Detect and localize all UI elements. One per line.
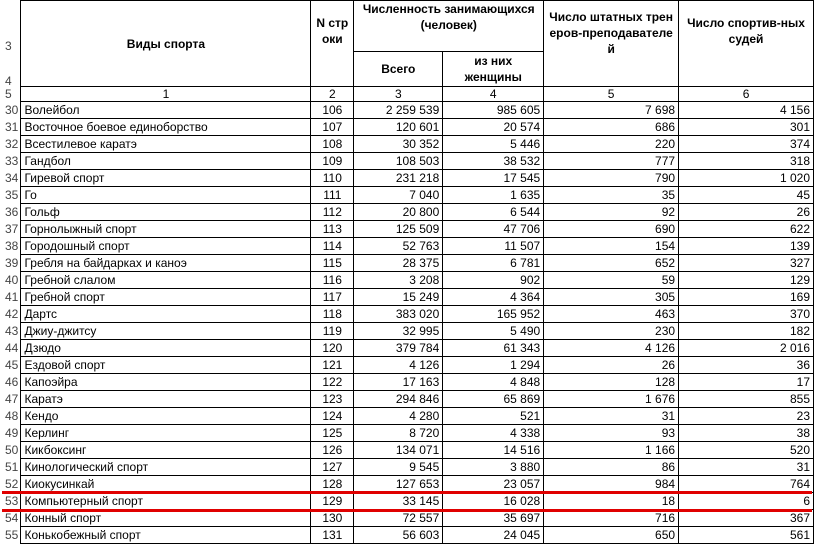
judges-count: 31 — [679, 459, 814, 476]
row-number: 32 — [0, 136, 21, 153]
sport-name: Компьютерный спорт — [21, 493, 311, 510]
trainers-count: 230 — [544, 323, 679, 340]
trainers-count: 690 — [544, 221, 679, 238]
table-row — [0, 221, 814, 238]
trainers-count: 777 — [544, 153, 679, 170]
table-row — [0, 442, 814, 459]
trainers-count: 463 — [544, 306, 679, 323]
judges-count: 622 — [679, 221, 814, 238]
women-participants: 65 869 — [443, 391, 544, 408]
row-code: 117 — [311, 289, 354, 306]
women-participants: 5 446 — [443, 136, 544, 153]
total-participants: 30 352 — [354, 136, 443, 153]
trainers-count: 7 698 — [544, 102, 679, 119]
header-judges: Число спортив-ных судей — [679, 1, 814, 87]
total-participants: 2 259 539 — [354, 102, 443, 119]
women-participants: 35 697 — [443, 510, 544, 527]
row-code: 118 — [311, 306, 354, 323]
trainers-count: 1 676 — [544, 391, 679, 408]
trainers-count: 154 — [544, 238, 679, 255]
judges-count: 45 — [679, 187, 814, 204]
sport-name: Кендо — [21, 408, 311, 425]
sport-name: Киокусинкай — [21, 476, 311, 493]
row-code: 114 — [311, 238, 354, 255]
women-participants: 985 605 — [443, 102, 544, 119]
judges-count: 4 156 — [679, 102, 814, 119]
trainers-count: 26 — [544, 357, 679, 374]
sport-name: Керлинг — [21, 425, 311, 442]
judges-count: 855 — [679, 391, 814, 408]
table-row — [0, 510, 814, 527]
row-number: 36 — [0, 204, 21, 221]
table-row — [0, 136, 814, 153]
header-total: Всего — [354, 52, 443, 87]
sport-name: Гандбол — [21, 153, 311, 170]
judges-count: 561 — [679, 527, 814, 544]
total-participants: 9 545 — [354, 459, 443, 476]
women-participants: 38 532 — [443, 153, 544, 170]
header-row-no: N строки — [311, 1, 354, 87]
total-participants: 108 503 — [354, 153, 443, 170]
table-row — [0, 272, 814, 289]
total-participants: 33 145 — [354, 493, 443, 510]
table-row — [0, 306, 814, 323]
row-number: 30 — [0, 102, 21, 119]
row-number: 40 — [0, 272, 21, 289]
row-number: 44 — [0, 340, 21, 357]
row-number: 38 — [0, 238, 21, 255]
sport-name: Городошный спорт — [21, 238, 311, 255]
judges-count: 327 — [679, 255, 814, 272]
trainers-count: 92 — [544, 204, 679, 221]
header-sport: Виды спорта — [21, 1, 311, 87]
total-participants: 120 601 — [354, 119, 443, 136]
row-number: 47 — [0, 391, 21, 408]
row-number: 55 — [0, 527, 21, 544]
row-number: 46 — [0, 374, 21, 391]
sport-name: Гребля на байдарках и каноэ — [21, 255, 311, 272]
trainers-count: 305 — [544, 289, 679, 306]
row-number: 33 — [0, 153, 21, 170]
trainers-count: 4 126 — [544, 340, 679, 357]
sport-name: Гиревой спорт — [21, 170, 311, 187]
row-number: 31 — [0, 119, 21, 136]
judges-count: 318 — [679, 153, 814, 170]
trainers-count: 716 — [544, 510, 679, 527]
women-participants: 16 028 — [443, 493, 544, 510]
trainers-count: 790 — [544, 170, 679, 187]
sport-name: Капоэйра — [21, 374, 311, 391]
table-row — [0, 255, 814, 272]
row-number: 54 — [0, 510, 21, 527]
total-participants: 4 280 — [354, 408, 443, 425]
row-code: 113 — [311, 221, 354, 238]
total-participants: 383 020 — [354, 306, 443, 323]
trainers-count: 220 — [544, 136, 679, 153]
row-number: 51 — [0, 459, 21, 476]
women-participants: 4 364 — [443, 289, 544, 306]
column-index: 6 — [679, 87, 814, 102]
women-participants: 24 045 — [443, 527, 544, 544]
table-row — [0, 357, 814, 374]
row-number: 5 — [0, 87, 21, 102]
table-row — [0, 391, 814, 408]
sport-name: Гребной слалом — [21, 272, 311, 289]
sport-name: Восточное боевое единоборство — [21, 119, 311, 136]
table-row — [0, 425, 814, 442]
sport-name: Кикбоксинг — [21, 442, 311, 459]
trainers-count: 128 — [544, 374, 679, 391]
column-index-row — [0, 87, 814, 102]
women-participants: 47 706 — [443, 221, 544, 238]
judges-count: 26 — [679, 204, 814, 221]
total-participants: 28 375 — [354, 255, 443, 272]
trainers-count: 86 — [544, 459, 679, 476]
sport-name: Дартс — [21, 306, 311, 323]
row-code: 124 — [311, 408, 354, 425]
row-code: 109 — [311, 153, 354, 170]
column-index: 1 — [21, 87, 311, 102]
table-row — [0, 102, 814, 119]
women-participants: 3 880 — [443, 459, 544, 476]
row-code: 111 — [311, 187, 354, 204]
column-index: 3 — [354, 87, 443, 102]
judges-count: 764 — [679, 476, 814, 493]
women-participants: 1 294 — [443, 357, 544, 374]
row-code: 129 — [311, 493, 354, 510]
women-participants: 4 338 — [443, 425, 544, 442]
row-code: 127 — [311, 459, 354, 476]
judges-count: 1 020 — [679, 170, 814, 187]
header-row-top — [0, 1, 814, 52]
judges-count: 301 — [679, 119, 814, 136]
sport-name: Гребной спорт — [21, 289, 311, 306]
row-number: 52 — [0, 476, 21, 493]
table-row — [0, 323, 814, 340]
total-participants: 20 800 — [354, 204, 443, 221]
judges-count: 169 — [679, 289, 814, 306]
table-row — [0, 170, 814, 187]
trainers-count: 1 166 — [544, 442, 679, 459]
total-participants: 8 720 — [354, 425, 443, 442]
total-participants: 125 509 — [354, 221, 443, 238]
total-participants: 379 784 — [354, 340, 443, 357]
sport-name: Го — [21, 187, 311, 204]
trainers-count: 652 — [544, 255, 679, 272]
row-code: 128 — [311, 476, 354, 493]
row-code: 121 — [311, 357, 354, 374]
table-row — [0, 493, 814, 510]
judges-count: 36 — [679, 357, 814, 374]
sport-name: Джиу-джитсу — [21, 323, 311, 340]
women-participants: 17 545 — [443, 170, 544, 187]
sport-name: Волейбол — [21, 102, 311, 119]
table-body — [0, 102, 814, 544]
judges-count: 520 — [679, 442, 814, 459]
table-row — [0, 374, 814, 391]
women-participants: 61 343 — [443, 340, 544, 357]
women-participants: 14 516 — [443, 442, 544, 459]
trainers-count: 650 — [544, 527, 679, 544]
table-row — [0, 289, 814, 306]
total-participants: 7 040 — [354, 187, 443, 204]
total-participants: 56 603 — [354, 527, 443, 544]
row-number: 43 — [0, 323, 21, 340]
row-number: 45 — [0, 357, 21, 374]
highlight-line-top — [2, 491, 812, 494]
sport-name: Конькобежный спорт — [21, 527, 311, 544]
judges-count: 17 — [679, 374, 814, 391]
women-participants: 23 057 — [443, 476, 544, 493]
women-participants: 6 781 — [443, 255, 544, 272]
row-code: 119 — [311, 323, 354, 340]
row-number: 3 — [0, 1, 21, 52]
row-code: 110 — [311, 170, 354, 187]
row-code: 120 — [311, 340, 354, 357]
row-code: 130 — [311, 510, 354, 527]
women-participants: 902 — [443, 272, 544, 289]
column-index: 5 — [544, 87, 679, 102]
row-number: 50 — [0, 442, 21, 459]
table-row — [0, 527, 814, 544]
sport-name: Гольф — [21, 204, 311, 221]
women-participants: 11 507 — [443, 238, 544, 255]
judges-count: 129 — [679, 272, 814, 289]
women-participants: 20 574 — [443, 119, 544, 136]
women-participants: 1 635 — [443, 187, 544, 204]
header-participants: Численность занимающихся (человек) — [354, 1, 544, 52]
sport-name: Конный спорт — [21, 510, 311, 527]
judges-count: 370 — [679, 306, 814, 323]
row-number: 4 — [0, 52, 21, 87]
row-code: 108 — [311, 136, 354, 153]
row-number: 41 — [0, 289, 21, 306]
table-row — [0, 187, 814, 204]
row-code: 107 — [311, 119, 354, 136]
total-participants: 15 249 — [354, 289, 443, 306]
women-participants: 6 544 — [443, 204, 544, 221]
total-participants: 294 846 — [354, 391, 443, 408]
row-code: 125 — [311, 425, 354, 442]
judges-count: 374 — [679, 136, 814, 153]
table-row — [0, 408, 814, 425]
total-participants: 17 163 — [354, 374, 443, 391]
total-participants: 72 557 — [354, 510, 443, 527]
trainers-count: 59 — [544, 272, 679, 289]
sport-name: Ездовой спорт — [21, 357, 311, 374]
column-index: 2 — [311, 87, 354, 102]
row-number: 37 — [0, 221, 21, 238]
sport-name: Всестилевое каратэ — [21, 136, 311, 153]
row-code: 126 — [311, 442, 354, 459]
trainers-count: 35 — [544, 187, 679, 204]
table-row — [0, 153, 814, 170]
trainers-count: 31 — [544, 408, 679, 425]
row-code: 115 — [311, 255, 354, 272]
judges-count: 2 016 — [679, 340, 814, 357]
table-row — [0, 119, 814, 136]
total-participants: 231 218 — [354, 170, 443, 187]
trainers-count: 93 — [544, 425, 679, 442]
row-code: 123 — [311, 391, 354, 408]
table-row — [0, 340, 814, 357]
table-row — [0, 459, 814, 476]
row-number: 39 — [0, 255, 21, 272]
total-participants: 52 763 — [354, 238, 443, 255]
women-participants: 5 490 — [443, 323, 544, 340]
highlight-line-bottom — [2, 509, 812, 512]
header-women: из них женщины — [443, 52, 544, 87]
judges-count: 6 — [679, 493, 814, 510]
row-number: 49 — [0, 425, 21, 442]
row-code: 116 — [311, 272, 354, 289]
judges-count: 139 — [679, 238, 814, 255]
trainers-count: 18 — [544, 493, 679, 510]
table-row — [0, 238, 814, 255]
column-index: 4 — [443, 87, 544, 102]
row-code: 122 — [311, 374, 354, 391]
row-code: 112 — [311, 204, 354, 221]
women-participants: 521 — [443, 408, 544, 425]
judges-count: 38 — [679, 425, 814, 442]
row-number: 42 — [0, 306, 21, 323]
sport-name: Каратэ — [21, 391, 311, 408]
total-participants: 3 208 — [354, 272, 443, 289]
judges-count: 182 — [679, 323, 814, 340]
women-participants: 165 952 — [443, 306, 544, 323]
total-participants: 127 653 — [354, 476, 443, 493]
table-row — [0, 204, 814, 221]
row-number: 53 — [0, 493, 21, 510]
row-code: 131 — [311, 527, 354, 544]
judges-count: 367 — [679, 510, 814, 527]
trainers-count: 686 — [544, 119, 679, 136]
women-participants: 4 848 — [443, 374, 544, 391]
sport-name: Кинологический спорт — [21, 459, 311, 476]
total-participants: 32 995 — [354, 323, 443, 340]
row-number: 35 — [0, 187, 21, 204]
row-number: 34 — [0, 170, 21, 187]
header-trainers: Число штатных тренеров-преподавателей — [544, 1, 679, 87]
total-participants: 134 071 — [354, 442, 443, 459]
trainers-count: 984 — [544, 476, 679, 493]
sport-name: Горнолыжный спорт — [21, 221, 311, 238]
judges-count: 23 — [679, 408, 814, 425]
row-number: 48 — [0, 408, 21, 425]
row-code: 106 — [311, 102, 354, 119]
total-participants: 4 126 — [354, 357, 443, 374]
sport-name: Дзюдо — [21, 340, 311, 357]
